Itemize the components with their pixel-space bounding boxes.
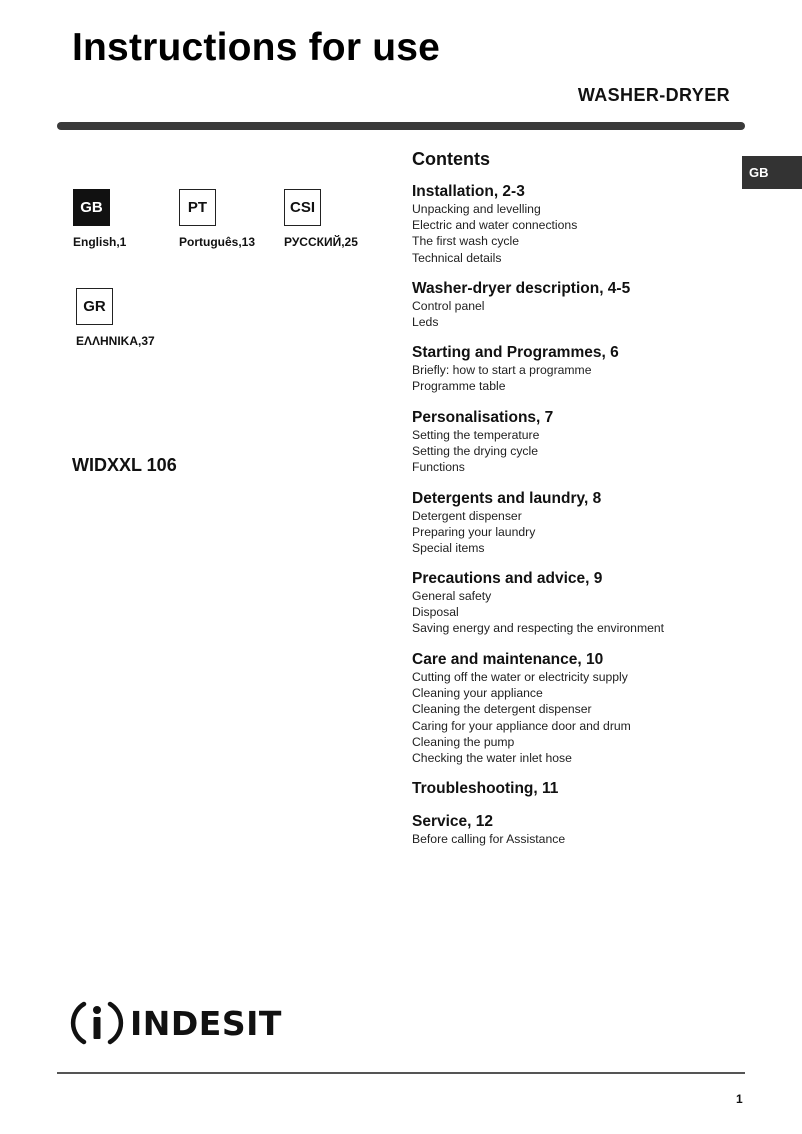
language-name: РУССКИЙ,25 <box>284 235 358 249</box>
indesit-logo-icon <box>70 996 124 1050</box>
toc-section-service <box>412 813 565 847</box>
language-pt[interactable] <box>179 189 255 249</box>
toc-item[interactable]: Special items <box>412 541 485 556</box>
toc-item[interactable]: Technical details <box>412 250 502 265</box>
language-name: ΕΛΛΗΝΙΚΑ,37 <box>76 334 155 348</box>
toc-item[interactable]: Unpacking and levelling <box>412 202 541 216</box>
toc-item[interactable]: Briefly: how to start a programme <box>412 363 592 377</box>
toc-heading[interactable]: Personalisations, 7 <box>412 409 554 426</box>
toc-section-description <box>412 280 630 330</box>
toc-item[interactable]: Leds <box>412 315 439 330</box>
language-name: English,1 <box>73 235 127 249</box>
toc-item[interactable]: Cutting off the water or electricity supply <box>412 670 628 684</box>
toc-section-installation <box>412 183 577 266</box>
language-code-box[interactable]: GB <box>73 189 110 226</box>
toc-item[interactable]: General safety <box>412 589 492 603</box>
toc-item[interactable]: Control panel <box>412 299 485 313</box>
toc-item[interactable]: Cleaning your appliance <box>412 686 543 701</box>
toc-item[interactable]: Electric and water connections <box>412 218 578 233</box>
language-name: Português,13 <box>179 235 256 249</box>
product-type: WASHER-DRYER <box>577 85 730 105</box>
toc-section-care <box>412 651 631 766</box>
toc-item[interactable]: Cleaning the pump <box>412 734 515 749</box>
toc-heading[interactable]: Detergents and laundry, 8 <box>412 490 602 507</box>
language-side-tab: GB <box>742 156 802 189</box>
toc-section-detergents <box>412 490 601 557</box>
language-code-box[interactable]: PT <box>179 189 216 226</box>
toc-heading[interactable]: Precautions and advice, 9 <box>412 570 603 587</box>
toc-heading[interactable]: Service, 12 <box>412 813 494 830</box>
language-code-box[interactable]: CSI <box>284 189 321 226</box>
language-code-box[interactable]: GR <box>76 288 113 325</box>
contents-title: Contents <box>412 149 490 169</box>
toc-item[interactable]: Checking the water inlet hose <box>412 751 572 766</box>
toc-heading[interactable]: Care and maintenance, 10 <box>412 651 604 668</box>
toc-section-troubleshooting <box>412 780 558 798</box>
language-csi[interactable] <box>284 189 358 249</box>
toc-item[interactable]: Preparing your laundry <box>412 525 536 540</box>
toc-item[interactable]: Cleaning the detergent dispenser <box>412 702 592 717</box>
bottom-divider <box>57 1072 745 1074</box>
brand-logo <box>70 996 282 1050</box>
toc-item[interactable]: The first wash cycle <box>412 234 520 249</box>
toc-item[interactable]: Programme table <box>412 379 506 394</box>
toc-item[interactable]: Disposal <box>412 605 459 620</box>
toc-heading[interactable]: Starting and Programmes, 6 <box>412 344 619 361</box>
toc-section-personalisations <box>412 409 553 476</box>
language-gr[interactable] <box>76 288 155 348</box>
toc-item[interactable]: Setting the drying cycle <box>412 444 539 459</box>
toc-item[interactable]: Caring for your appliance door and drum <box>412 718 631 733</box>
toc-item[interactable]: Detergent dispenser <box>412 509 522 523</box>
model-number: WIDXXL 106 <box>72 455 177 475</box>
toc-item[interactable]: Saving energy and respecting the environment <box>412 621 665 636</box>
brand-name: INDESIT <box>130 1003 282 1043</box>
toc-item[interactable]: Before calling for Assistance <box>412 832 566 846</box>
language-gb[interactable] <box>73 189 126 249</box>
top-divider <box>57 122 745 130</box>
toc-heading[interactable]: Troubleshooting, 11 <box>412 780 559 797</box>
toc-heading[interactable]: Installation, 2-3 <box>412 183 525 200</box>
toc-item[interactable]: Functions <box>412 460 465 475</box>
toc-section-precautions <box>412 570 664 637</box>
page-title: Instructions for use <box>72 26 441 69</box>
toc-heading[interactable]: Washer-dryer description, 4-5 <box>412 280 631 297</box>
toc-section-programmes <box>412 344 619 394</box>
page-number: 1 <box>736 1092 743 1106</box>
toc-item[interactable]: Setting the temperature <box>412 428 540 442</box>
